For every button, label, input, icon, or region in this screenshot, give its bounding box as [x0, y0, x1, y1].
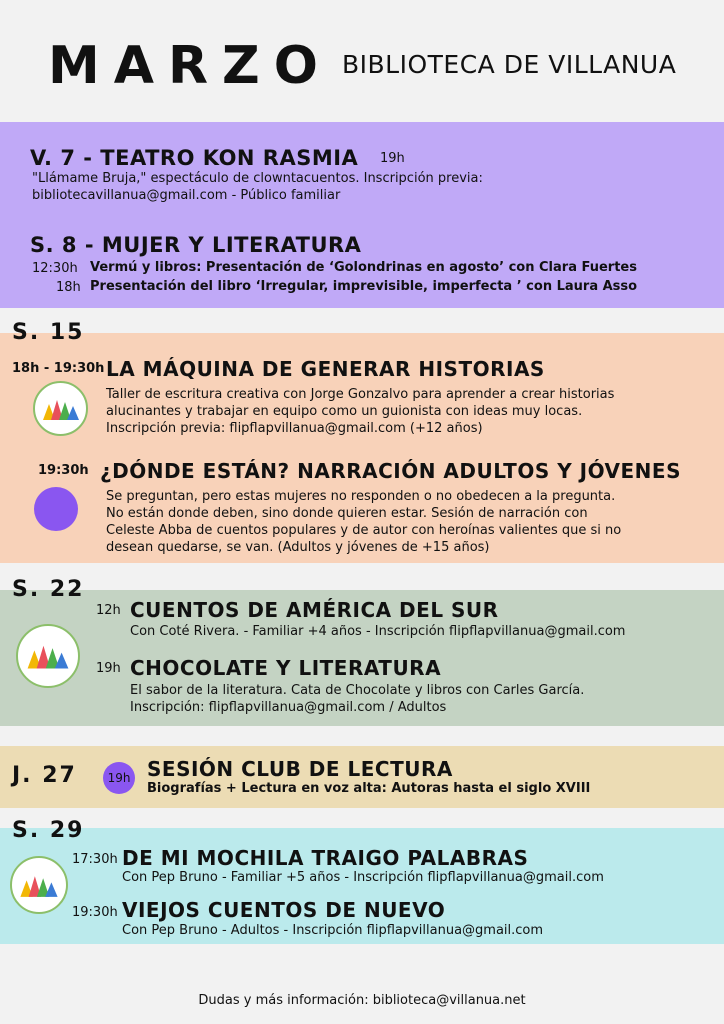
day29-event2-line1: Con Pep Bruno - Adultos - Inscripción flipflapvillanua@gmail.com: [122, 923, 544, 938]
day29-event1-line1: Con Pep Bruno - Familiar +5 años - Inscripción flipflapvillanua@gmail.com: [122, 870, 604, 885]
day15-event2-line2: No están donde deben, sino donde quieren estar. Sesión de narración con: [106, 506, 588, 521]
day7-time: 19h: [380, 151, 405, 166]
page-subtitle: BIBLIOTECA DE VILLANUA: [342, 50, 677, 79]
day8-title: S. 8 - MUJER Y LITERATURA: [30, 233, 362, 257]
day22-event1-title: CUENTOS DE AMÉRICA DEL SUR: [130, 598, 499, 622]
flipflap-logo: [10, 856, 68, 914]
flipflap-logo: [16, 624, 80, 688]
purple-dot-icon: [34, 487, 78, 531]
day27-time-badge: 19h: [103, 762, 135, 794]
day15-event1-title: LA MÁQUINA DE GENERAR HISTORIAS: [106, 357, 545, 381]
day22-event1-line1: Con Coté Rivera. - Familiar +4 años - Inscripción flipflapvillanua@gmail.com: [130, 624, 626, 639]
book-logo-icon: [41, 394, 81, 424]
day7-title: V. 7 - TEATRO KON RASMIA: [30, 146, 359, 170]
day7-line1: "Llámame Bruja," espectáculo de clowntacuentos. Inscripción previa:: [32, 171, 483, 186]
day15-event2-line4: desean quedarse, se van. (Adultos y jóvenes de +15 años): [106, 540, 490, 555]
day8-event2-text: Presentación del libro ‘Irregular, imprevisible, imperfecta ’ con Laura Asso: [90, 279, 638, 294]
day22-label: S. 22: [12, 577, 85, 602]
day15-label: S. 15: [12, 320, 85, 345]
day27-label: J. 27: [12, 763, 77, 788]
day29-event1-time: 17:30h: [72, 852, 118, 867]
day7-line2: bibliotecavillanua@gmail.com - Público familiar: [32, 188, 341, 203]
day29-label: S. 29: [12, 818, 85, 843]
day15-event2-time: 19:30h: [38, 463, 89, 478]
day22-event1-time: 12h: [96, 603, 121, 618]
day15-event1-line3: Inscripción previa: flipflapvillanua@gmail.com (+12 años): [106, 421, 483, 436]
footer-contact: Dudas y más información: biblioteca@villanua.net: [198, 993, 526, 1008]
day22-event2-time: 19h: [96, 661, 121, 676]
flipflap-logo: [33, 381, 88, 436]
day8-event1-time: 12:30h: [32, 261, 78, 276]
day27-title: SESIÓN CLUB DE LECTURA: [147, 757, 453, 781]
day8-event1-text: Vermú y libros: Presentación de ‘Golondrinas en agosto’ con Clara Fuertes: [90, 260, 637, 275]
day15-event1-line2: alucinantes y trabajar en equipo como un guionista con ideas muy locas.: [106, 404, 583, 419]
book-logo-icon: [18, 870, 60, 901]
day15-event1-line1: Taller de escritura creativa con Jorge Gonzalvo para aprender a crear historias: [106, 387, 615, 402]
day15-event2-line1: Se preguntan, pero estas mujeres no responden o no obedecen a la pregunta.: [106, 489, 616, 504]
day22-event2-line2: Inscripción: flipflapvillanua@gmail.com / Adultos: [130, 700, 447, 715]
day15-event2-title: ¿DÓNDE ESTÁN? NARRACIÓN ADULTOS Y JÓVENES: [100, 459, 681, 483]
day8-event2-time: 18h: [56, 280, 81, 295]
book-logo-icon: [25, 639, 71, 673]
day22-event2-line1: El sabor de la literatura. Cata de Chocolate y libros con Carles García.: [130, 683, 585, 698]
day22-event2-title: CHOCOLATE Y LITERATURA: [130, 656, 442, 680]
page-title: MARZO: [48, 36, 332, 96]
day15-event2-line3: Celeste Abba de cuentos populares y de autor con heroínas valientes que si no: [106, 523, 622, 538]
day29-event1-title: DE MI MOCHILA TRAIGO PALABRAS: [122, 846, 529, 870]
day29-event2-title: VIEJOS CUENTOS DE NUEVO: [122, 898, 446, 922]
day29-event2-time: 19:30h: [72, 905, 118, 920]
day27-line1: Biografías + Lectura en voz alta: Autoras hasta el siglo XVIII: [147, 781, 591, 796]
day15-event1-time: 18h - 19:30h: [12, 361, 105, 376]
